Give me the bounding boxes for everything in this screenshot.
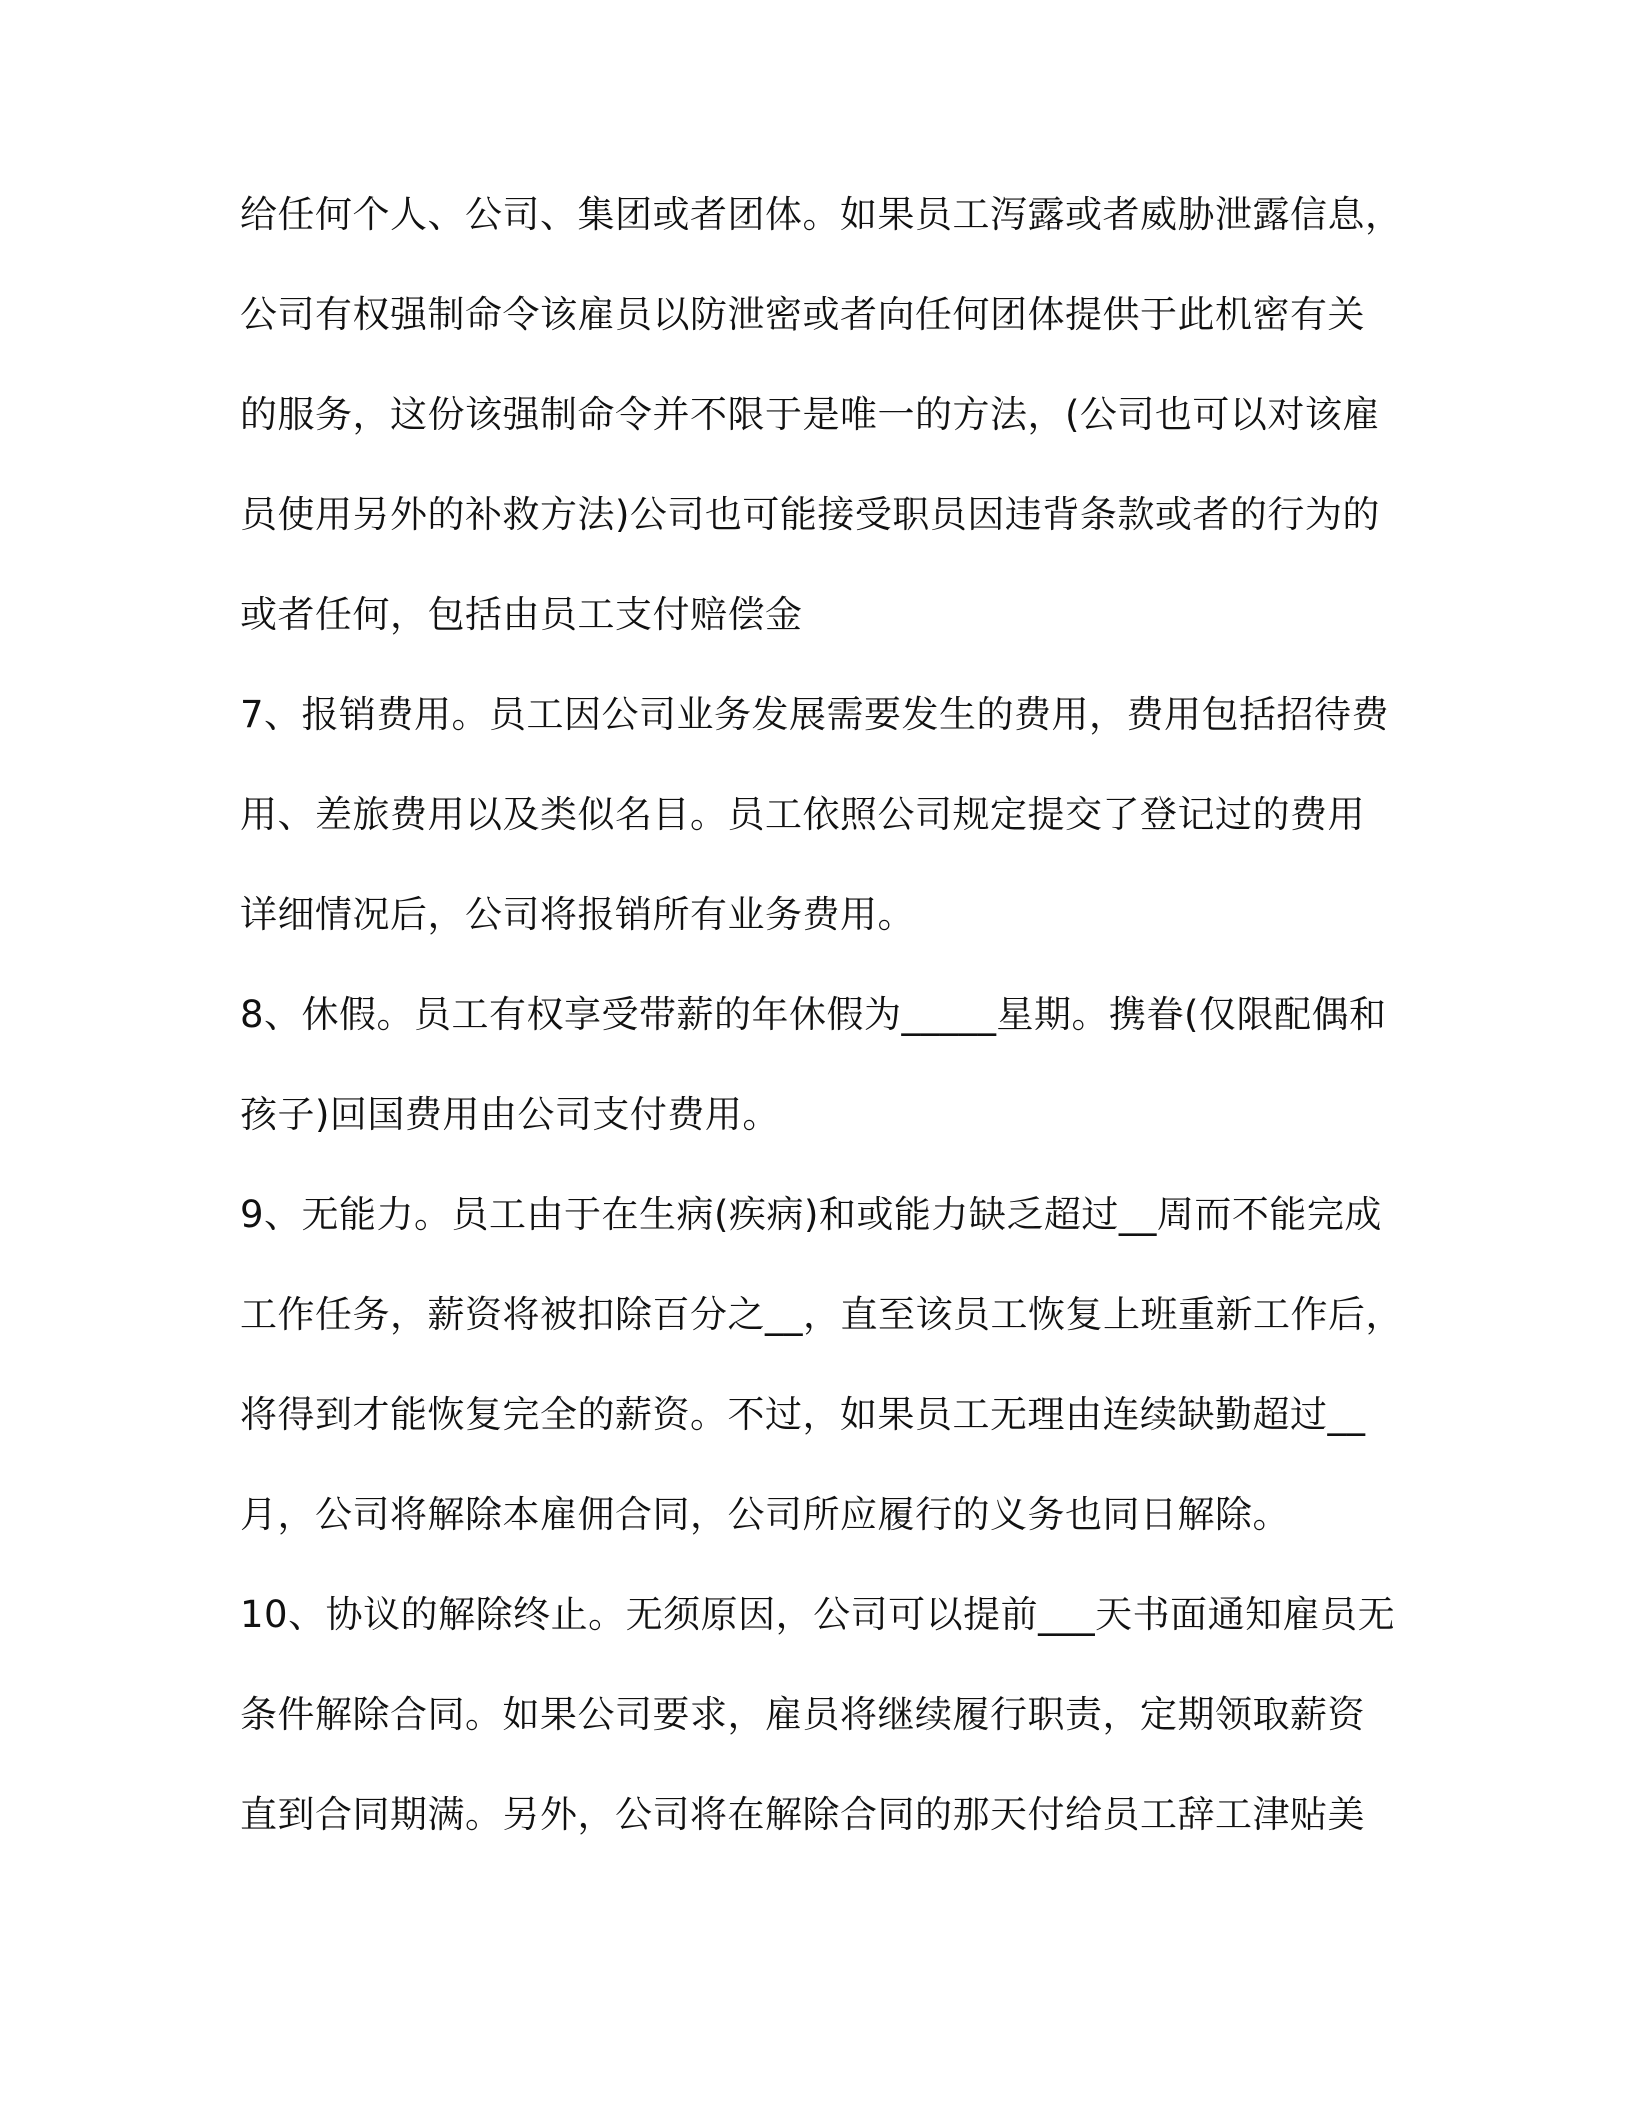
text-line: 公司有权强制命令该雇员以防泄密或者向任何团体提供于此机密有关 (240, 293, 1365, 336)
text-line: 工作任务，薪资将被扣除百分之__，直至该员工恢复上班重新工作后， (240, 1293, 1403, 1336)
clause-7-heading-line: 7、报销费用。员工因公司业务发展需要发生的费用，费用包括招待费 (240, 693, 1390, 736)
text-line: 员使用另外的补救方法)公司也可能接受职员因违背条款或者的行为的 (240, 493, 1380, 536)
text-line: 孩子)回国费用由公司支付费用。 (240, 1093, 780, 1136)
text-line: 直到合同期满。另外，公司将在解除合同的那天付给员工辞工津贴美 (240, 1793, 1365, 1836)
text-line: 将得到才能恢复完全的薪资。不过，如果员工无理由连续缺勤超过__ (240, 1393, 1366, 1436)
text-line: 或者任何，包括由员工支付赔偿金 (240, 593, 803, 636)
text-line: 条件解除合同。如果公司要求，雇员将继续履行职责，定期领取薪资 (240, 1693, 1365, 1736)
clause-9-heading-line: 9、无能力。员工由于在生病(疾病)和或能力缺乏超过__周而不能完成 (240, 1193, 1382, 1236)
clause-10-heading-line: 10、协议的解除终止。无须原因，公司可以提前___天书面通知雇员无 (240, 1593, 1396, 1636)
text-line: 的服务，这份该强制命令并不限于是唯一的方法，(公司也可以对该雇 (240, 393, 1380, 436)
clause-8-heading-line: 8、休假。员工有权享受带薪的年休假为_____星期。携眷(仅限配偶和 (240, 993, 1387, 1036)
text-line: 用、差旅费用以及类似名目。员工依照公司规定提交了登记过的费用 (240, 793, 1365, 836)
text-line: 给任何个人、公司、集团或者团体。如果员工泻露或者威胁泄露信息， (240, 193, 1403, 236)
text-line: 月，公司将解除本雇佣合同，公司所应履行的义务也同日解除。 (240, 1493, 1290, 1536)
text-line: 详细情况后，公司将报销所有业务费用。 (240, 893, 915, 936)
